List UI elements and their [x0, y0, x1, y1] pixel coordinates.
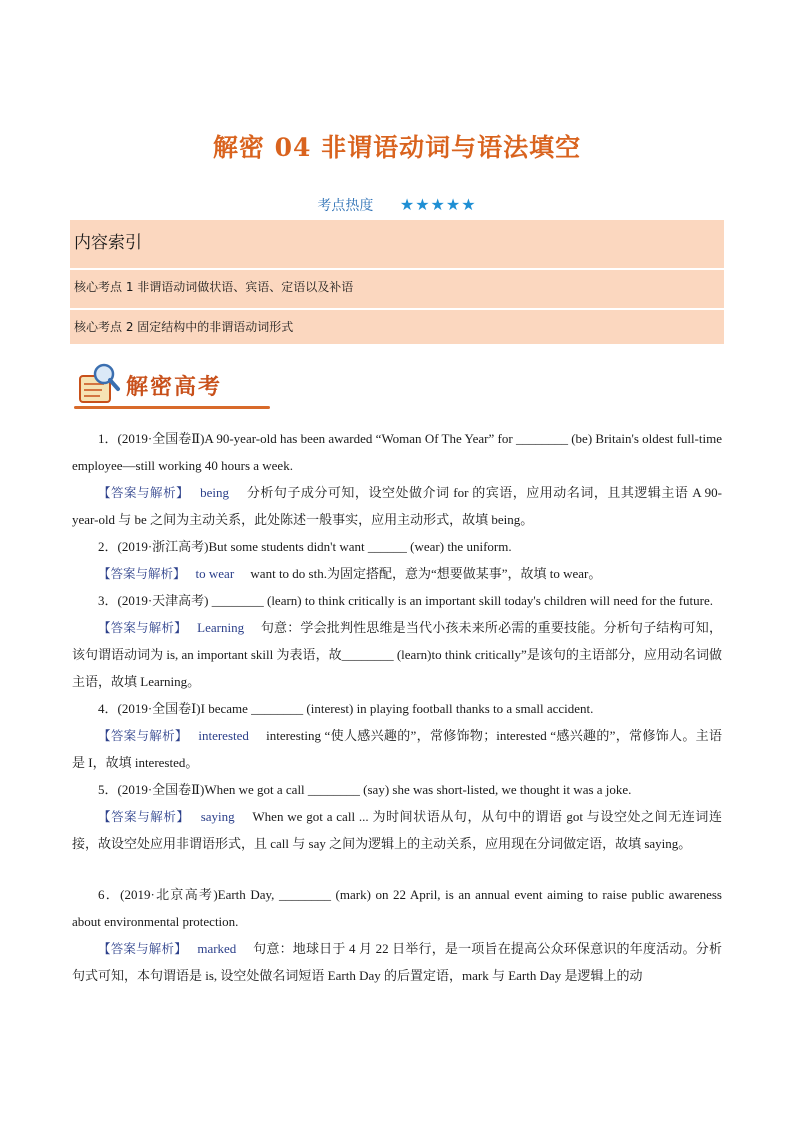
- star-rating-icon: ★★★★★: [399, 195, 477, 214]
- answer-analysis: want to do sth.为固定搭配，意为“想要做某事”，故填 to wear。: [250, 566, 602, 581]
- question-text: 3．(2019·天津高考) ________ (learn) to think critically is an important skill today's children will need for the future.: [98, 593, 714, 608]
- banner-title: 解密高考: [126, 374, 223, 400]
- banner-underline: [74, 406, 270, 409]
- answer-block: [72, 479, 722, 533]
- index-item: 核心考点 2 固定结构中的非谓语动词形式: [74, 320, 294, 334]
- answer-word: Learning: [197, 620, 245, 635]
- question-text: 2．(2019·浙江高考)But some students didn't want ______ (wear) the uniform.: [98, 539, 512, 554]
- answer-word: marked: [197, 941, 237, 956]
- index-heading: 内容索引: [70, 220, 724, 270]
- answer-word: saying: [200, 809, 235, 824]
- answer-analysis: interesting “使人感兴趣的”，常修饰物；interested “感兴趣的”，常修饰人。主语是 I，故填 interested。: [72, 728, 722, 770]
- heat-label: 考点热度: [317, 198, 374, 214]
- answer-tag: 【答案与解析】: [98, 620, 181, 635]
- question-text: 6．(2019·北京高考)Earth Day, ________ (mark) on 22 April, is an annual event aiming to raise public awareness about environmental protection.: [72, 887, 722, 929]
- heat-rating: [0, 195, 794, 215]
- answer-block: [72, 935, 722, 989]
- answer-analysis: When we got a call ... 为时间状语从句，从句中的谓语 got 与设空处之间无连词连接，故设空处应用非谓语形式，且 call 与 say 之间为逻辑上的主动关系，应用现在分词做定语，故填 saying。: [72, 809, 722, 851]
- answer-tag: 【答案与解析】: [98, 566, 180, 581]
- page-title: 解密 04 非谓语动词与语法填空: [212, 133, 582, 162]
- question-text: 5．(2019·全国卷Ⅱ)When we got a call ________ (say) she was short-listed, we thought it was a joke.: [98, 782, 632, 797]
- answer-word: interested: [198, 728, 249, 743]
- answer-analysis: 句意：学会批判性思维是当代小孩未来所必需的重要技能。分析句子结构可知，该句谓语动词为 is, an important skill 为表语，故________ (learn)to think critically”是该句的主语部分，应用动名词做主语，故填 Learning。: [72, 620, 722, 689]
- answer-word: to wear: [195, 566, 235, 581]
- answer-block: [72, 614, 722, 695]
- magnifier-notebook-icon: [74, 362, 122, 408]
- answer-tag: 【答案与解析】: [98, 941, 181, 956]
- answer-tag: 【答案与解析】: [98, 728, 182, 743]
- content-index: [70, 220, 724, 344]
- answer-tag: 【答案与解析】: [98, 809, 184, 824]
- answer-analysis: 句意：地球日于 4 月 22 日举行，是一项旨在提高公众环保意识的年度活动。分析句式可知，本句谓语是 is, 设空处做名词短语 Earth Day 的后置定语，mark 与 Earth Day 是逻辑上的动: [72, 941, 722, 983]
- answer-tag: 【答案与解析】: [98, 485, 183, 500]
- answer-analysis: 分析句子成分可知，设空处做介词 for 的宾语，应用动名词，且其逻辑主语 A 90-year-old 与 be 之间为主动关系，此处陈述一般事实，应用主动形式，故填 being。: [72, 485, 722, 527]
- section-banner: [74, 362, 274, 414]
- answer-block: [72, 722, 722, 776]
- answer-block: [72, 560, 722, 587]
- index-item: 核心考点 1 非谓语动词做状语、宾语、定语以及补语: [70, 270, 724, 310]
- question-text: 1．(2019·全国卷Ⅱ)A 90-year-old has been awarded “Woman Of The Year” for ________ (be) Britain's oldest full-time employee—still working 40 hours a week.: [72, 431, 722, 473]
- answer-block: [72, 803, 722, 857]
- answer-word: being: [200, 485, 230, 500]
- spacer: [72, 857, 722, 881]
- question-text: 4．(2019·全国卷Ⅰ)I became ________ (interest) in playing football thanks to a small accident.: [98, 701, 594, 716]
- question-list: [72, 425, 722, 989]
